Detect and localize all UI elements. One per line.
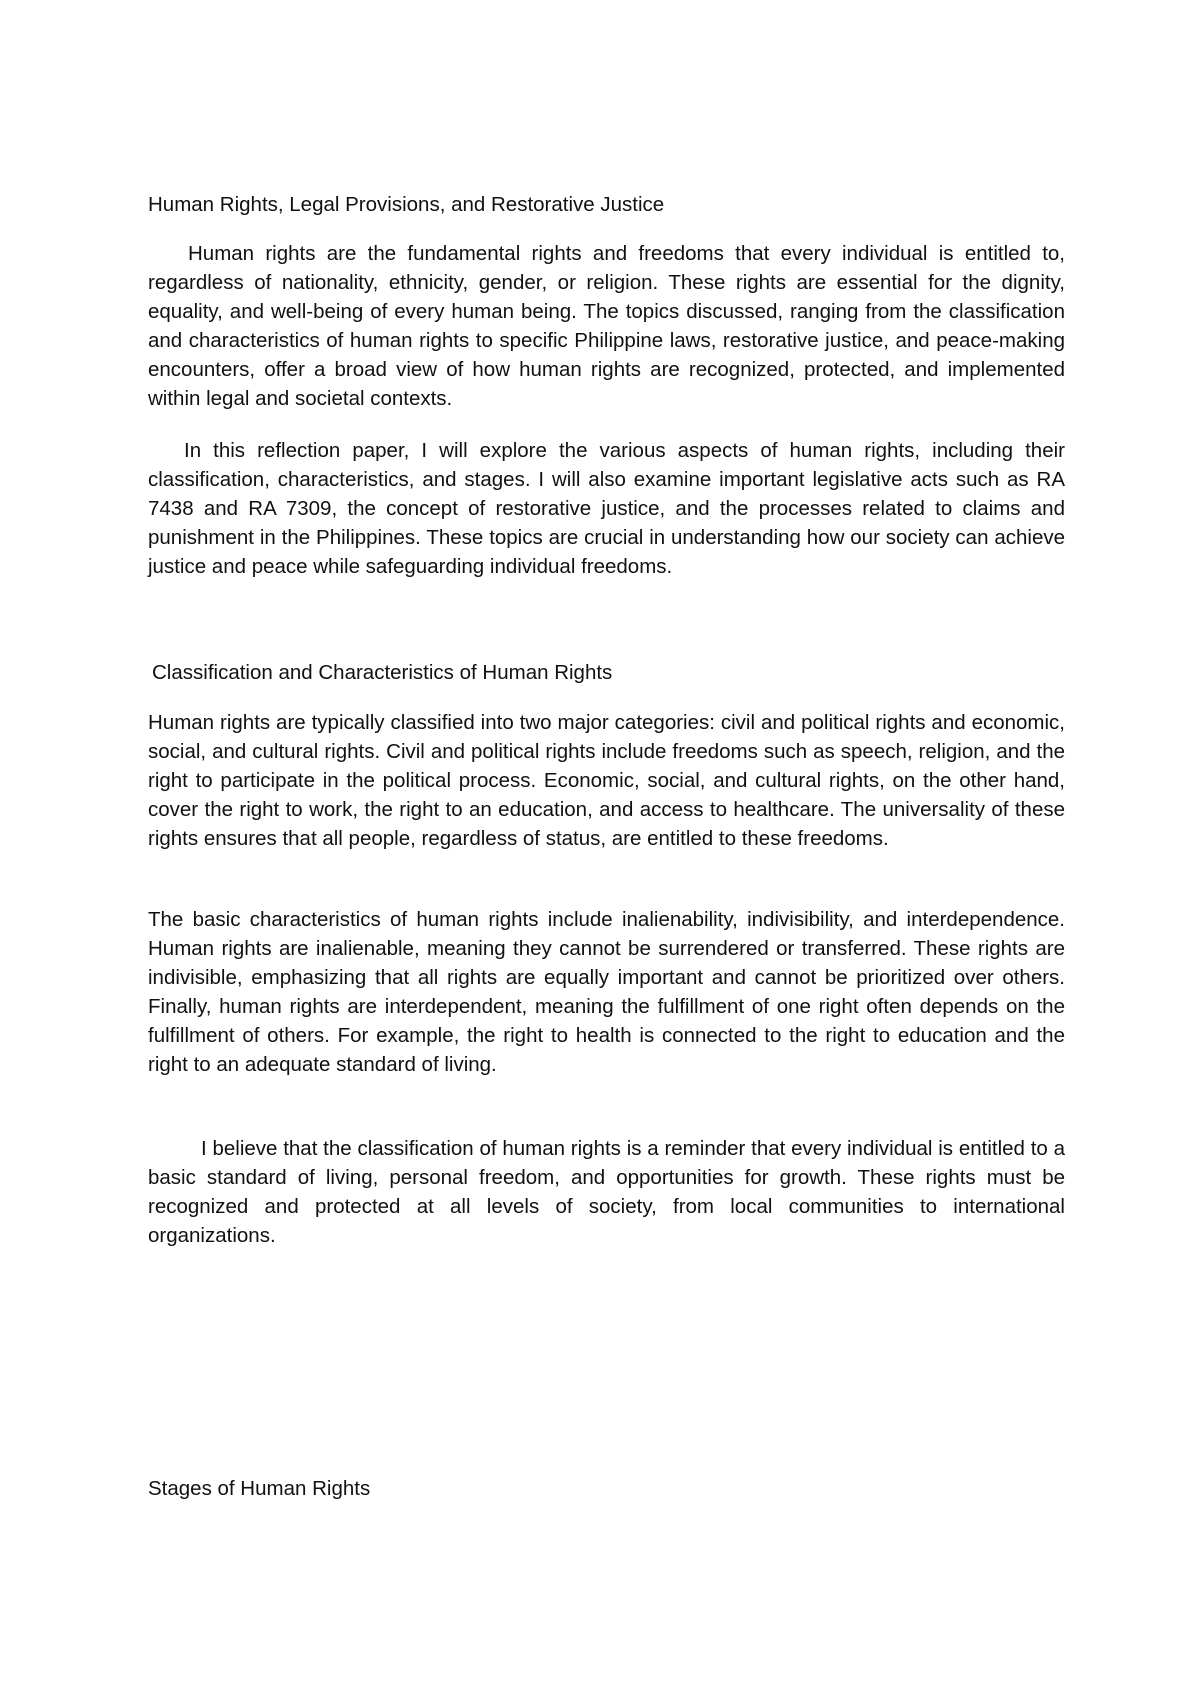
- intro-paragraph-1: Human rights are the fundamental rights and freedoms that every individual is entitled to, regardless of nationality, ethnicity, gender, or religion. These rights are essential for the dignity, equality, and well-being of every human being. The topics discussed, ranging from the classification and characteristics of human rights to specific Philippine laws, restorative justice, and peace-making encounters, offer a broad view of how human rights are recognized, protected, and implemented within legal and societal contexts.: [148, 242, 1065, 410]
- section-heading-classification: Classification and Characteristics of Human Rights: [152, 661, 613, 684]
- document-title: Human Rights, Legal Provisions, and Restorative Justice: [148, 193, 665, 216]
- classification-paragraph-2: The basic characteristics of human rights include inalienability, indivisibility, and interdependence. Human rights are inalienable, meaning they cannot be surrendered or transferred. These rights are indivisible, emphasizing that all rights are equally important and cannot be prioritized over others. Finally, human rights are interdependent, meaning the fulfillment of one right often depends on the fulfillment of others. For example, the right to health is connected to the right to education and the right to an adequate standard of living.: [148, 908, 1065, 1076]
- classification-paragraph-1: Human rights are typically classified into two major categories: civil and political rights and economic, social, and cultural rights. Civil and political rights include freedoms such as speech, religion, and the right to participate in the political process. Economic, social, and cultural rights, on the other hand, cover the right to work, the right to an education, and access to healthcare. The universality of these rights ensures that all people, regardless of status, are entitled to these freedoms.: [148, 711, 1065, 850]
- section-heading-stages: Stages of Human Rights: [148, 1477, 371, 1500]
- classification-paragraph-3: I believe that the classification of human rights is a reminder that every individual is entitled to a basic standard of living, personal freedom, and opportunities for growth. These rights must be recognized and protected at all levels of society, from local communities to international organizations.: [148, 1137, 1065, 1247]
- intro-paragraph-2: In this reflection paper, I will explore the various aspects of human rights, including their classification, characteristics, and stages. I will also examine important legislative acts such as RA 7438 and RA 7309, the concept of restorative justice, and the processes related to claims and punishment in the Philippines. These topics are crucial in understanding how our society can achieve justice and peace while safeguarding individual freedoms.: [148, 439, 1065, 578]
